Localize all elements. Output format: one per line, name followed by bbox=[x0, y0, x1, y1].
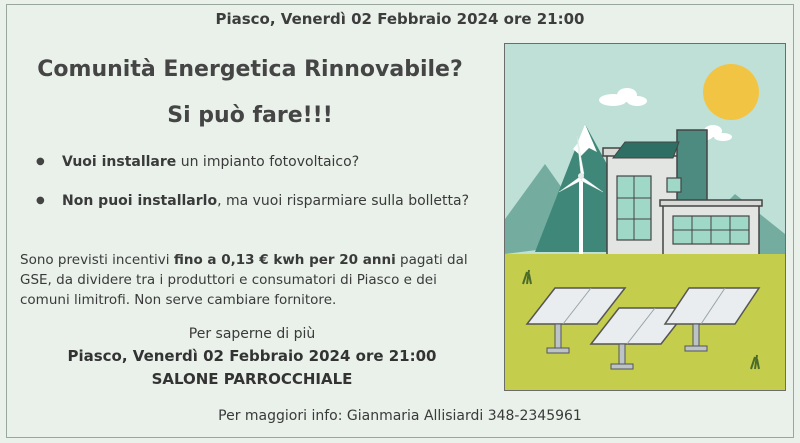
solar-illustration bbox=[504, 43, 786, 391]
more-info-label: Per saperne di più bbox=[188, 326, 316, 342]
event-header: Piasco, Venerdì 02 Febbraio 2024 ore 21:00 bbox=[215, 10, 585, 28]
incentives-paragraph bbox=[20, 250, 490, 310]
bullet-item-install bbox=[36, 152, 476, 172]
contact-info: Per maggiori info: Gianmaria Allisiardi 348-2345961 bbox=[218, 408, 582, 424]
event-venue: SALONE PARROCCHIALE bbox=[151, 370, 353, 388]
bullet-text: un impianto fotovoltaico? bbox=[176, 154, 360, 170]
bullet-list bbox=[36, 152, 476, 230]
paragraph-text: Sono previsti incentivi bbox=[20, 252, 174, 268]
page-title: Comunità Energetica Rinnovabile? bbox=[37, 57, 463, 82]
paragraph-bold-text: fino a 0,13 € kwh per 20 anni bbox=[173, 252, 396, 268]
bullet-text: , ma vuoi risparmiare sulla bolletta? bbox=[217, 193, 470, 209]
event-date: Piasco, Venerdì 02 Febbraio 2024 ore 21:00 bbox=[67, 347, 437, 365]
page-subtitle: Si può fare!!! bbox=[167, 103, 333, 128]
bullet-bold-text: Vuoi installare bbox=[62, 154, 177, 170]
paragraph-text: pagati dal GSE, da dividere tra i produttori e consumatori di Piasco e dei comuni limitrofi. Non serve cambiare fornitore. bbox=[20, 252, 468, 308]
bullet-item-save bbox=[36, 191, 476, 211]
bullet-bold-text: Non puoi installarlo bbox=[62, 193, 218, 209]
house-solar-panels-wind-turbine-illustration bbox=[505, 44, 785, 390]
